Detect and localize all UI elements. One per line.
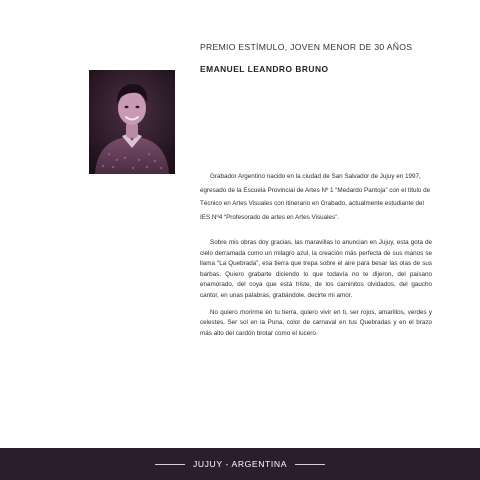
footer-rule-right — [295, 464, 325, 465]
award-title: PREMIO ESTÍMULO, JOVEN MENOR DE 30 AÑOS — [200, 42, 413, 52]
artist-statement — [200, 238, 432, 345]
statement-paragraph-2: No quiero morirme en tu tierra, quiero vivir en ti, ser rojos, amarillos, verdes y celestes. Ser sol en la Puna, color de carnaval en tus Quebradas y en el brazo más alto del cardón brotar como el lucero. — [200, 308, 432, 337]
statement-paragraph-1: Sobre mis obras doy gracias, las maravillas lo anuncian en Jujuy, esta gota de cielo derramada como un milagro azul, la creación más perfecta de sus manos se llama “La Quebrada”, esa tierra que trepa sobre el aire para besar las olas de sus barbas. Quiero grabarte diciendo lo que todavía no te dijeron, del paisano enamorado, del coya que está triste, de los caminitos olvidados, del gaucho cantor, en unas palabras, grabándole, decirte mi amor. — [200, 239, 432, 299]
artist-portrait — [89, 70, 175, 174]
footer-bar — [0, 448, 480, 480]
footer-rule-left — [155, 464, 185, 465]
bio-paragraph: Grabador Argentino nacido en la ciudad de San Salvador de Jujuy en 1997, egresado de la Escuela Provincial de Artes Nº 1 “Medardo Pantoja” con el título de Técnico en Artes Visuales con itinerario en Grabado, actualmente estudiante del IES Nº4 “Profesorado de artes en Artes Visuales”. — [200, 173, 431, 221]
portrait-photo — [89, 70, 175, 174]
footer-region: JUJUY - ARGENTINA — [192, 459, 288, 469]
artist-bio — [200, 170, 432, 224]
artist-name: EMANUEL LEANDRO BRUNO — [200, 64, 329, 74]
